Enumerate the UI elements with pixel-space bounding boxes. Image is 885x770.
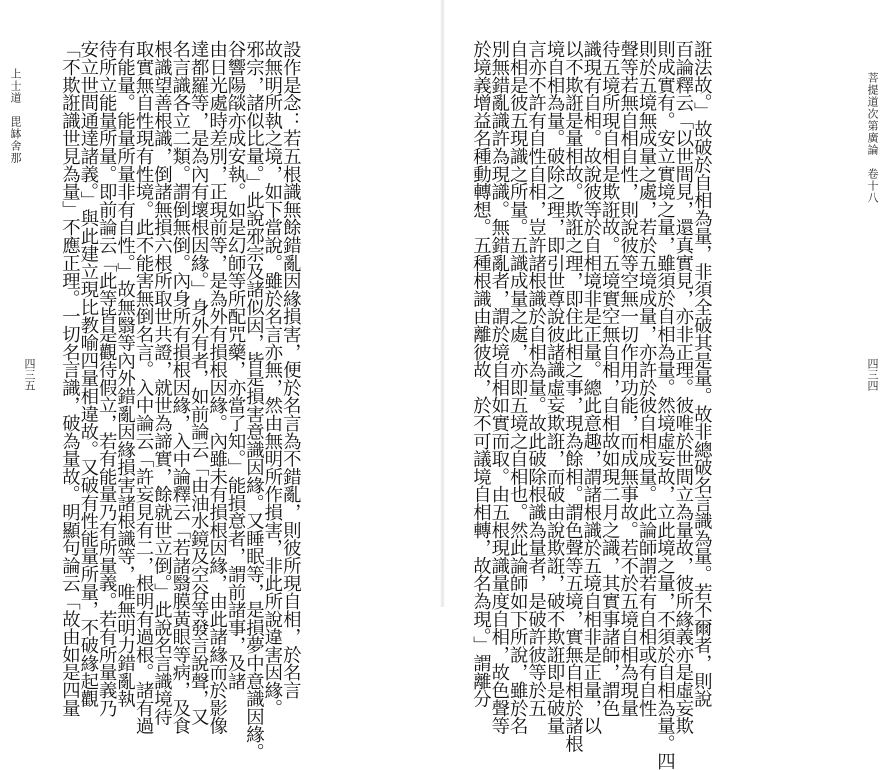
text-column: 安立世間通達諸義。」與此建立現比教喻四量相違故。又破有性能量所量，不破緣起觀 [77,40,99,708]
text-column: 於境義增益名種動轉想。五種根識由離彼故，於不可議境自相轉，故名為現。」謂離分 [470,40,492,708]
text-column: 根識望善根識，倒諸無損六根所取世共證，就世為諦實，餘就世立倒。」此說名言識境待 [151,40,173,726]
text-column: 故無明所執之境，如下當說。雖於名言亦無，然由無明所作損害，非此所說違害因緣。 [261,40,283,717]
text-column: 聲等若無自相自性，則說彼等空無一切作用功能，而成無事故。若不於五境自相為現量 [617,40,639,717]
text-column: 「不欺誑識世見為量」不應正理。一切名言識，破為量故。明顯句論云「故由如是四量 [59,40,81,717]
text-column: 則成實有。安立實境之量，雖須於自相為量。然境虛妄故，立此境之量，不須於自相為量。四 [654,40,676,770]
running-header-left: 上士道 毘缽舍那 [9,68,22,164]
text-column: 邪宗，諸似比量。」此說邪宗及諸似因，皆是損害意識因緣。又睡眠等，是損夢中意識因緣。 [243,40,265,761]
left-page-body [59,40,302,761]
text-column: 名言識各立二類。謂倒無倒。內身所有損根因緣，入中論釋云「若諸翳膜黃眼等病，及食 [169,40,191,735]
text-column: 達都羅等，是為內有壞根因緣。」身外有者，如前論云「由油水鏡及空谷等發言說聲，又 [188,40,210,726]
text-column: 由日光處時差別，正現前等，是為外有損根因緣。內雖未有損根因緣，由此諸緣而於影像 [206,40,228,735]
text-column: 言亦不許有自性自相，豈許諸根識於自相為量。故此破除根識為量者，是破許彼等於五 [525,40,547,717]
page-number-left: 四三五 [23,358,36,391]
text-column: 百論釋云「以世間見，還真實見，亦非正理。彼唯於世間立為量故，彼所緣義亦是虛妄欺 [672,40,694,735]
text-column: 有能量。能量所量非有自性。」故無翳等內外錯亂因緣損害諸根識等，唯無明力錯亂執 [114,40,136,708]
text-column: 境自相為量。破除之理，即引世尊說彼諸識虛妄欺誑，而破由說欺誑，破不欺誑即是破量 [544,40,566,735]
text-column: 取實無自性現有性境。此不能害無倒名言。入中論云「許妄見有二，根明有過根。諸有過 [133,40,155,735]
text-column: 待五境所現自相是欺誑故。五境實空無自相，自相故如現二月之識，其實事諸師，謂色 [599,40,621,717]
text-column: 別無錯亂識許為現識。無錯亂者，謂於境自相如實而取。由五根現識量度自相，故色聲等 [488,40,510,735]
text-column: 自相是彼五現識之所量。五識成量之處，亦即五境之自相也。然此論師如下所說，雖於名 [507,40,529,735]
text-column: 識現有自相。故說彼等於自相境非是正量。總此意趣，謂諸根識於五境自相非是正量，以 [580,40,602,735]
page-number-right: 四三四 [866,358,879,391]
text-column: 以不欺誑是量相故。欺誑之理，即住此相之事，現為餘相。謂色聲等五境，實無自相於諸根 [562,40,584,753]
right-page-body [470,40,713,770]
text-column: 設作是念：若五根識無餘錯亂因緣損害，便於名言為不錯亂，則彼所現自相，於名言 [280,40,302,699]
right-page [443,0,885,770]
text-column: 誑法故。」故破於自相為量，非須全破其是量。故非總破名言識為量。若不爾者，則說 [691,40,713,708]
text-column: 則於五境無成量之處，若於五境成量，亦許於彼自相成量。此論師謂若有自相或有自性 [636,40,658,717]
left-page [0,0,442,761]
text-column: 谷響陽燄亦成安執。如是幻師等所配咒藥，亦當了知。」能損意者，謂前諸事，及諸 [225,40,247,690]
running-header-right: 菩提道次第廣論 卷十八 [866,72,879,204]
text-column: 待所立能量所量。即前論云「此等皆是觀待假立，若有能量乃有所量義。若有所量義乃 [96,40,118,717]
